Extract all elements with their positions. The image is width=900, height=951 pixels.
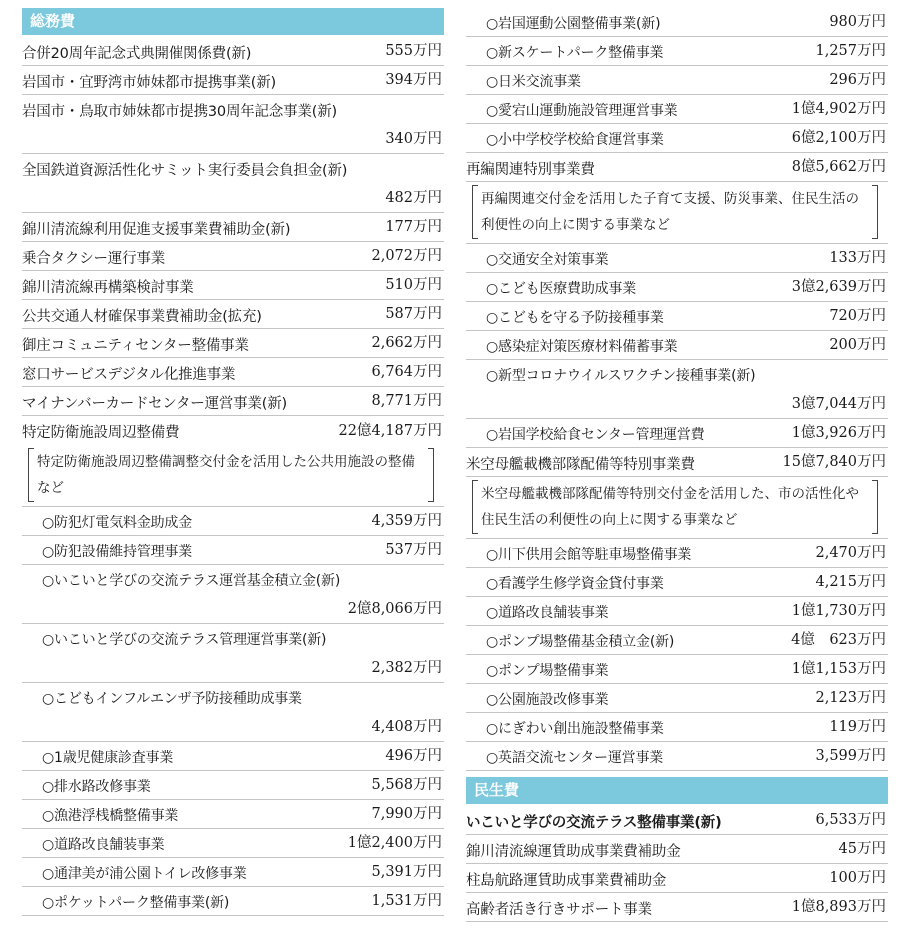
budget-row bbox=[466, 124, 888, 153]
budget-item-amount: 1億2,400万円 bbox=[347, 835, 442, 851]
budget-item-name: ○ポンプ場整備事業 bbox=[486, 663, 609, 679]
budget-item-name: ○通津美が浦公園トイレ改修事業 bbox=[42, 866, 247, 882]
budget-row bbox=[22, 300, 444, 329]
budget-item-name: ○こどもを守る予防接種事業 bbox=[486, 310, 664, 326]
right-note-wrap-2 bbox=[466, 480, 888, 539]
left-list-2 bbox=[22, 507, 444, 916]
budget-item-name: ○岩国運動公園整備事業(新) bbox=[486, 16, 661, 32]
budget-item-name: ○新型コロナウイルスワクチン接種事業(新) bbox=[486, 368, 756, 384]
right-list-1 bbox=[466, 8, 888, 182]
note-realignment: 再編関連交付金を活用した子育て支援、防災事業、住民生活の利便性の向上に関する事業など bbox=[472, 185, 878, 239]
right-list-4 bbox=[466, 806, 888, 922]
budget-item-name: 米空母艦載機部隊配備等特別事業費 bbox=[466, 457, 695, 473]
budget-item-amount: 1億3,926万円 bbox=[791, 425, 886, 441]
budget-row bbox=[22, 387, 444, 416]
budget-item-name: 全国鉄道資源活性化サミット実行委員会負担金(新) bbox=[22, 163, 348, 179]
budget-item-name: ○公園施設改修事業 bbox=[486, 692, 609, 708]
budget-item-name: 再編関連特別事業費 bbox=[466, 162, 595, 178]
budget-item-amount: 8,771万円 bbox=[371, 393, 442, 409]
budget-item-amount: 3億2,639万円 bbox=[791, 279, 886, 295]
budget-item-amount: 3億7,044万円 bbox=[791, 396, 886, 412]
budget-item-name: ○こども医療費助成事業 bbox=[486, 281, 637, 297]
budget-item-amount: 1億4,902万円 bbox=[791, 101, 886, 117]
budget-row bbox=[22, 37, 444, 66]
budget-row bbox=[466, 835, 888, 864]
note-defense-facility: 特定防衛施設周辺整備調整交付金を活用した公共用施設の整備など bbox=[28, 448, 434, 502]
budget-row bbox=[22, 771, 444, 800]
budget-item-name: ○英語交流センター運営事業 bbox=[486, 750, 664, 766]
budget-item-amount: 2,123万円 bbox=[815, 690, 886, 706]
budget-item-name: 柱島航路運賃助成事業費補助金 bbox=[466, 873, 667, 889]
budget-item-name: ○防犯設備維持管理事業 bbox=[42, 544, 193, 560]
budget-item-amount: 980万円 bbox=[829, 14, 886, 30]
section-header-general-affairs: 総務費 bbox=[22, 8, 444, 35]
budget-item-amount: 1,531万円 bbox=[371, 893, 442, 909]
budget-item-amount: 4,215万円 bbox=[815, 574, 886, 590]
budget-item-amount: 555万円 bbox=[385, 43, 442, 59]
budget-item-amount: 6,764万円 bbox=[371, 364, 442, 380]
budget-row bbox=[466, 419, 888, 448]
left-column bbox=[22, 8, 444, 916]
budget-item-amount: 200万円 bbox=[829, 337, 886, 353]
budget-item-amount: 496万円 bbox=[385, 748, 442, 764]
budget-row bbox=[466, 684, 888, 713]
budget-item-name: 乗合タクシー運行事業 bbox=[22, 251, 165, 267]
budget-row bbox=[466, 8, 888, 37]
budget-row bbox=[466, 302, 888, 331]
budget-row bbox=[466, 448, 888, 477]
budget-item-amount: 45万円 bbox=[838, 841, 886, 857]
budget-item-amount: 2億8,066万円 bbox=[347, 601, 442, 617]
budget-item-amount: 482万円 bbox=[385, 190, 442, 206]
budget-row bbox=[22, 683, 444, 742]
budget-row bbox=[466, 66, 888, 95]
budget-item-name: いこいと学びの交流テラス整備事業(新) bbox=[466, 815, 722, 831]
budget-item-amount: 4億 623万円 bbox=[791, 632, 886, 648]
budget-row bbox=[466, 626, 888, 655]
budget-row bbox=[22, 242, 444, 271]
budget-item-amount: 537万円 bbox=[385, 542, 442, 558]
budget-item-name: ○にぎわい創出施設整備事業 bbox=[486, 721, 664, 737]
budget-row bbox=[22, 624, 444, 683]
budget-item-amount: 1億1,730万円 bbox=[791, 603, 886, 619]
budget-row bbox=[22, 95, 444, 154]
budget-item-name: ○岩国学校給食センター管理運営費 bbox=[486, 427, 705, 443]
budget-item-amount: 2,382万円 bbox=[371, 660, 442, 676]
budget-item-name: ○感染症対策医療材料備蓄事業 bbox=[486, 339, 678, 355]
budget-item-name: ○排水路改修事業 bbox=[42, 779, 151, 795]
budget-item-name: ○新スケートパーク整備事業 bbox=[486, 45, 664, 61]
budget-item-amount: 1億8,893万円 bbox=[791, 899, 886, 915]
budget-item-amount: 6,533万円 bbox=[815, 812, 886, 828]
budget-item-amount: 119万円 bbox=[829, 719, 886, 735]
budget-item-amount: 2,072万円 bbox=[371, 248, 442, 264]
note-carrier-wing: 米空母艦載機部隊配備等特別交付金を活用した、市の活性化や住民生活の利便性の向上に関する事業など bbox=[472, 480, 878, 534]
budget-item-amount: 587万円 bbox=[385, 306, 442, 322]
budget-row bbox=[22, 536, 444, 565]
budget-row bbox=[22, 66, 444, 95]
budget-row bbox=[22, 800, 444, 829]
budget-row bbox=[22, 271, 444, 300]
section-header-welfare: 民生費 bbox=[466, 777, 888, 804]
budget-item-name: ○道路改良舗装事業 bbox=[486, 605, 609, 621]
budget-item-amount: 394万円 bbox=[385, 72, 442, 88]
budget-item-name: マイナンバーカードセンター運営事業(新) bbox=[22, 396, 287, 412]
budget-item-amount: 4,359万円 bbox=[371, 513, 442, 529]
budget-row bbox=[466, 244, 888, 273]
budget-item-name: ○こどもインフルエンザ予防接種助成事業 bbox=[42, 691, 302, 707]
budget-item-amount: 6億2,100万円 bbox=[791, 130, 886, 146]
budget-row bbox=[22, 154, 444, 213]
budget-row bbox=[466, 95, 888, 124]
budget-row bbox=[466, 37, 888, 66]
budget-item-name: ○愛宕山運動施設管理運営事業 bbox=[486, 103, 678, 119]
budget-row bbox=[22, 887, 444, 916]
budget-row bbox=[466, 568, 888, 597]
budget-item-amount: 4,408万円 bbox=[371, 719, 442, 735]
budget-row bbox=[466, 539, 888, 568]
budget-row bbox=[466, 806, 888, 835]
budget-item-name: ○看護学生修学資金貸付事業 bbox=[486, 576, 664, 592]
right-note-wrap-1 bbox=[466, 185, 888, 244]
budget-item-amount: 340万円 bbox=[385, 131, 442, 147]
budget-item-amount: 296万円 bbox=[829, 72, 886, 88]
budget-item-name: 御庄コミュニティセンター整備事業 bbox=[22, 338, 249, 354]
budget-row bbox=[22, 565, 444, 624]
budget-item-name: ○交通安全対策事業 bbox=[486, 252, 609, 268]
budget-item-name: 窓口サービスデジタル化推進事業 bbox=[22, 367, 236, 383]
budget-row bbox=[466, 273, 888, 302]
budget-row bbox=[22, 742, 444, 771]
budget-row bbox=[466, 713, 888, 742]
budget-row bbox=[466, 331, 888, 360]
budget-item-name: ○1歳児健康診査事業 bbox=[42, 750, 174, 766]
budget-item-name: 公共交通人材確保事業費補助金(拡充) bbox=[22, 309, 262, 325]
budget-item-name: ○ポンプ場整備基金積立金(新) bbox=[486, 634, 675, 650]
budget-item-amount: 22億4,187万円 bbox=[338, 423, 442, 439]
budget-item-amount: 720万円 bbox=[829, 308, 886, 324]
budget-item-name: 岩国市・宜野湾市姉妹都市提携事業(新) bbox=[22, 75, 277, 91]
budget-item-name: ○漁港浮桟橋整備事業 bbox=[42, 808, 179, 824]
budget-item-name: ○ポケットパーク整備事業(新) bbox=[42, 895, 230, 911]
budget-row bbox=[22, 329, 444, 358]
budget-item-name: ○いこいと学びの交流テラス運営基金積立金(新) bbox=[42, 573, 341, 589]
budget-row bbox=[466, 597, 888, 626]
budget-item-name: ○いこいと学びの交流テラス管理運営事業(新) bbox=[42, 632, 327, 648]
budget-item-name: 高齢者活き行きサポート事業 bbox=[466, 902, 652, 918]
budget-item-amount: 2,470万円 bbox=[815, 545, 886, 561]
budget-item-name: ○川下供用会館等駐車場整備事業 bbox=[486, 547, 692, 563]
budget-row bbox=[466, 893, 888, 922]
budget-row bbox=[22, 829, 444, 858]
budget-item-amount: 510万円 bbox=[385, 277, 442, 293]
budget-row bbox=[466, 864, 888, 893]
budget-item-name: ○道路改良舗装事業 bbox=[42, 837, 165, 853]
budget-row bbox=[466, 153, 888, 182]
budget-row bbox=[22, 358, 444, 387]
budget-row bbox=[22, 858, 444, 887]
budget-item-name: 錦川清流線再構築検討事業 bbox=[22, 280, 194, 296]
budget-item-name: 特定防衛施設周辺整備費 bbox=[22, 425, 180, 441]
budget-item-name: 合併20周年記念式典開催関係費(新) bbox=[22, 46, 252, 62]
budget-item-amount: 133万円 bbox=[829, 250, 886, 266]
budget-row bbox=[466, 360, 888, 419]
budget-item-amount: 1億1,153万円 bbox=[791, 661, 886, 677]
budget-item-amount: 7,990万円 bbox=[371, 806, 442, 822]
budget-item-amount: 1,257万円 bbox=[815, 43, 886, 59]
right-list-3 bbox=[466, 539, 888, 771]
budget-item-name: ○小中学校学校給食運営事業 bbox=[486, 132, 664, 148]
budget-item-name: 岩国市・鳥取市姉妹都市提携30周年記念事業(新) bbox=[22, 104, 337, 120]
budget-item-name: 錦川清流線利用促進支援事業費補助金(新) bbox=[22, 222, 291, 238]
budget-row bbox=[466, 655, 888, 684]
budget-item-name: ○防犯灯電気料金助成金 bbox=[42, 515, 193, 531]
budget-row bbox=[22, 213, 444, 242]
budget-item-name: ○日米交流事業 bbox=[486, 74, 581, 90]
budget-row bbox=[22, 416, 444, 445]
budget-item-amount: 177万円 bbox=[385, 219, 442, 235]
budget-item-amount: 2,662万円 bbox=[371, 335, 442, 351]
budget-item-name: 錦川清流線運賃助成事業費補助金 bbox=[466, 844, 681, 860]
right-list-2 bbox=[466, 244, 888, 477]
budget-item-amount: 3,599万円 bbox=[815, 748, 886, 764]
budget-item-amount: 8億5,662万円 bbox=[791, 159, 886, 175]
budget-item-amount: 15億7,840万円 bbox=[782, 454, 886, 470]
budget-item-amount: 5,568万円 bbox=[371, 777, 442, 793]
budget-item-amount: 100万円 bbox=[829, 870, 886, 886]
budget-item-amount: 5,391万円 bbox=[371, 864, 442, 880]
left-list-1 bbox=[22, 37, 444, 445]
budget-row bbox=[466, 742, 888, 771]
left-note-wrap bbox=[22, 448, 444, 507]
budget-row bbox=[22, 507, 444, 536]
right-column bbox=[466, 8, 888, 922]
